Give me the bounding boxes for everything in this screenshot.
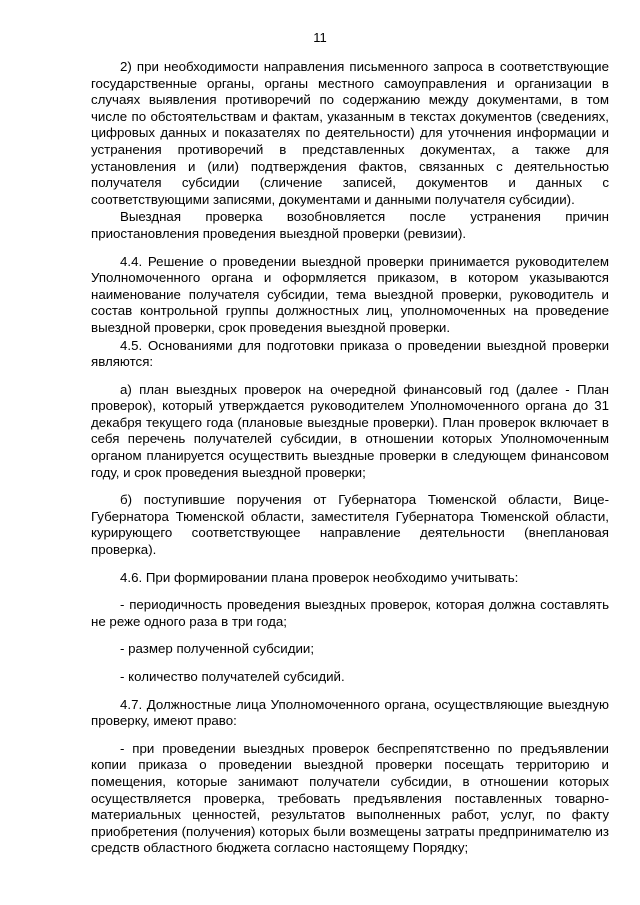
paragraph-4-6-plan-formation: 4.6. При формировании плана проверок необходимо учитывать: [120, 569, 519, 585]
paragraph-4-7-rights: 4.7. Должностные лица Уполномоченного органа, осуществляющие выездную проверку, имеют право: [91, 696, 609, 729]
paragraph-subsidy-size: - размер полученной субсидии; [120, 641, 315, 657]
document-body [91, 59, 609, 858]
page-number: 11 [313, 30, 327, 45]
paragraph-4-4-decision: 4.4. Решение о проведении выездной проверки принимается руководителем Уполномоченного органа и оформляется приказом, в котором указываются наименование получателя субсидии, тема выездной проверки, руководитель и состав контрольной группы должностных лиц, уполномоченных на проведение выездной проверки, срок проведения выездной проверки. [91, 253, 609, 335]
paragraph-recipient-count: - количество получателей субсидий. [120, 669, 345, 684]
paragraph-4-5-grounds: 4.5. Основаниями для подготовки приказа о проведении выездной проверки являются: [91, 337, 609, 370]
paragraph-inspection-resumption: Выездная проверка возобновляется после устранения причин приостановления проведения выездной проверки (ревизии). [91, 209, 609, 241]
paragraph-4-5-b-orders: б) поступившие поручения от Губернатора Тюменской области, Вице-Губернатора Тюменской области, заместителя Губернатора Тюменской области, курирующего соответствующее направление деятельности (внеплановая проверка). [91, 492, 609, 558]
paragraph-clause-2-request: 2) при необходимости направления письменного запроса в соответствующие государственные органы, органы местного самоуправления и организации в случаях выявления противоречий по содержанию между документами, в том числе по обстоятельствам и фактам, указанным в текстах документов (сведениях, цифровых данных и показателях по деятельности) для уточнения информации и устранения противоречий в представленных документах, а также для установления и (или) подтверждения фактов, связанных с деятельностью получателя субсидии (сличение записей, документов и данных с соответствующими записями, документами и данными получателя субсидии). [91, 59, 609, 207]
paragraph-periodicity: - периодичность проведения выездных проверок, которая должна составлять не реже одного раза в три года; [91, 597, 609, 629]
paragraph-on-site-access: - при проведении выездных проверок беспрепятственно по предъявлении копии приказа о проведении выездной проверки посещать территорию и помещения, которые занимают получатели субсидии, в отношении которых осуществляется проверка, требовать предъявления поставленных товарно-материальных ценностей, результатов выполненных работ, услуг, по факту приобретения (получения) которых были возмещены затраты предпринимателю из средств областного бюджета согласно настоящему Порядку; [91, 740, 609, 856]
paragraph-4-5-a-plan: а) план выездных проверок на очередной финансовый год (далее - План проверок), который утверждается руководителем Уполномоченного органа до 31 декабря текущего года (плановые выездные проверки). План проверок включает в себя перечень получателей субсидии, в отношении которых Уполномоченным органом планируется осуществить выездные проверки в следующем финансовом году, и срок проведения выездной проверки; [91, 381, 609, 480]
